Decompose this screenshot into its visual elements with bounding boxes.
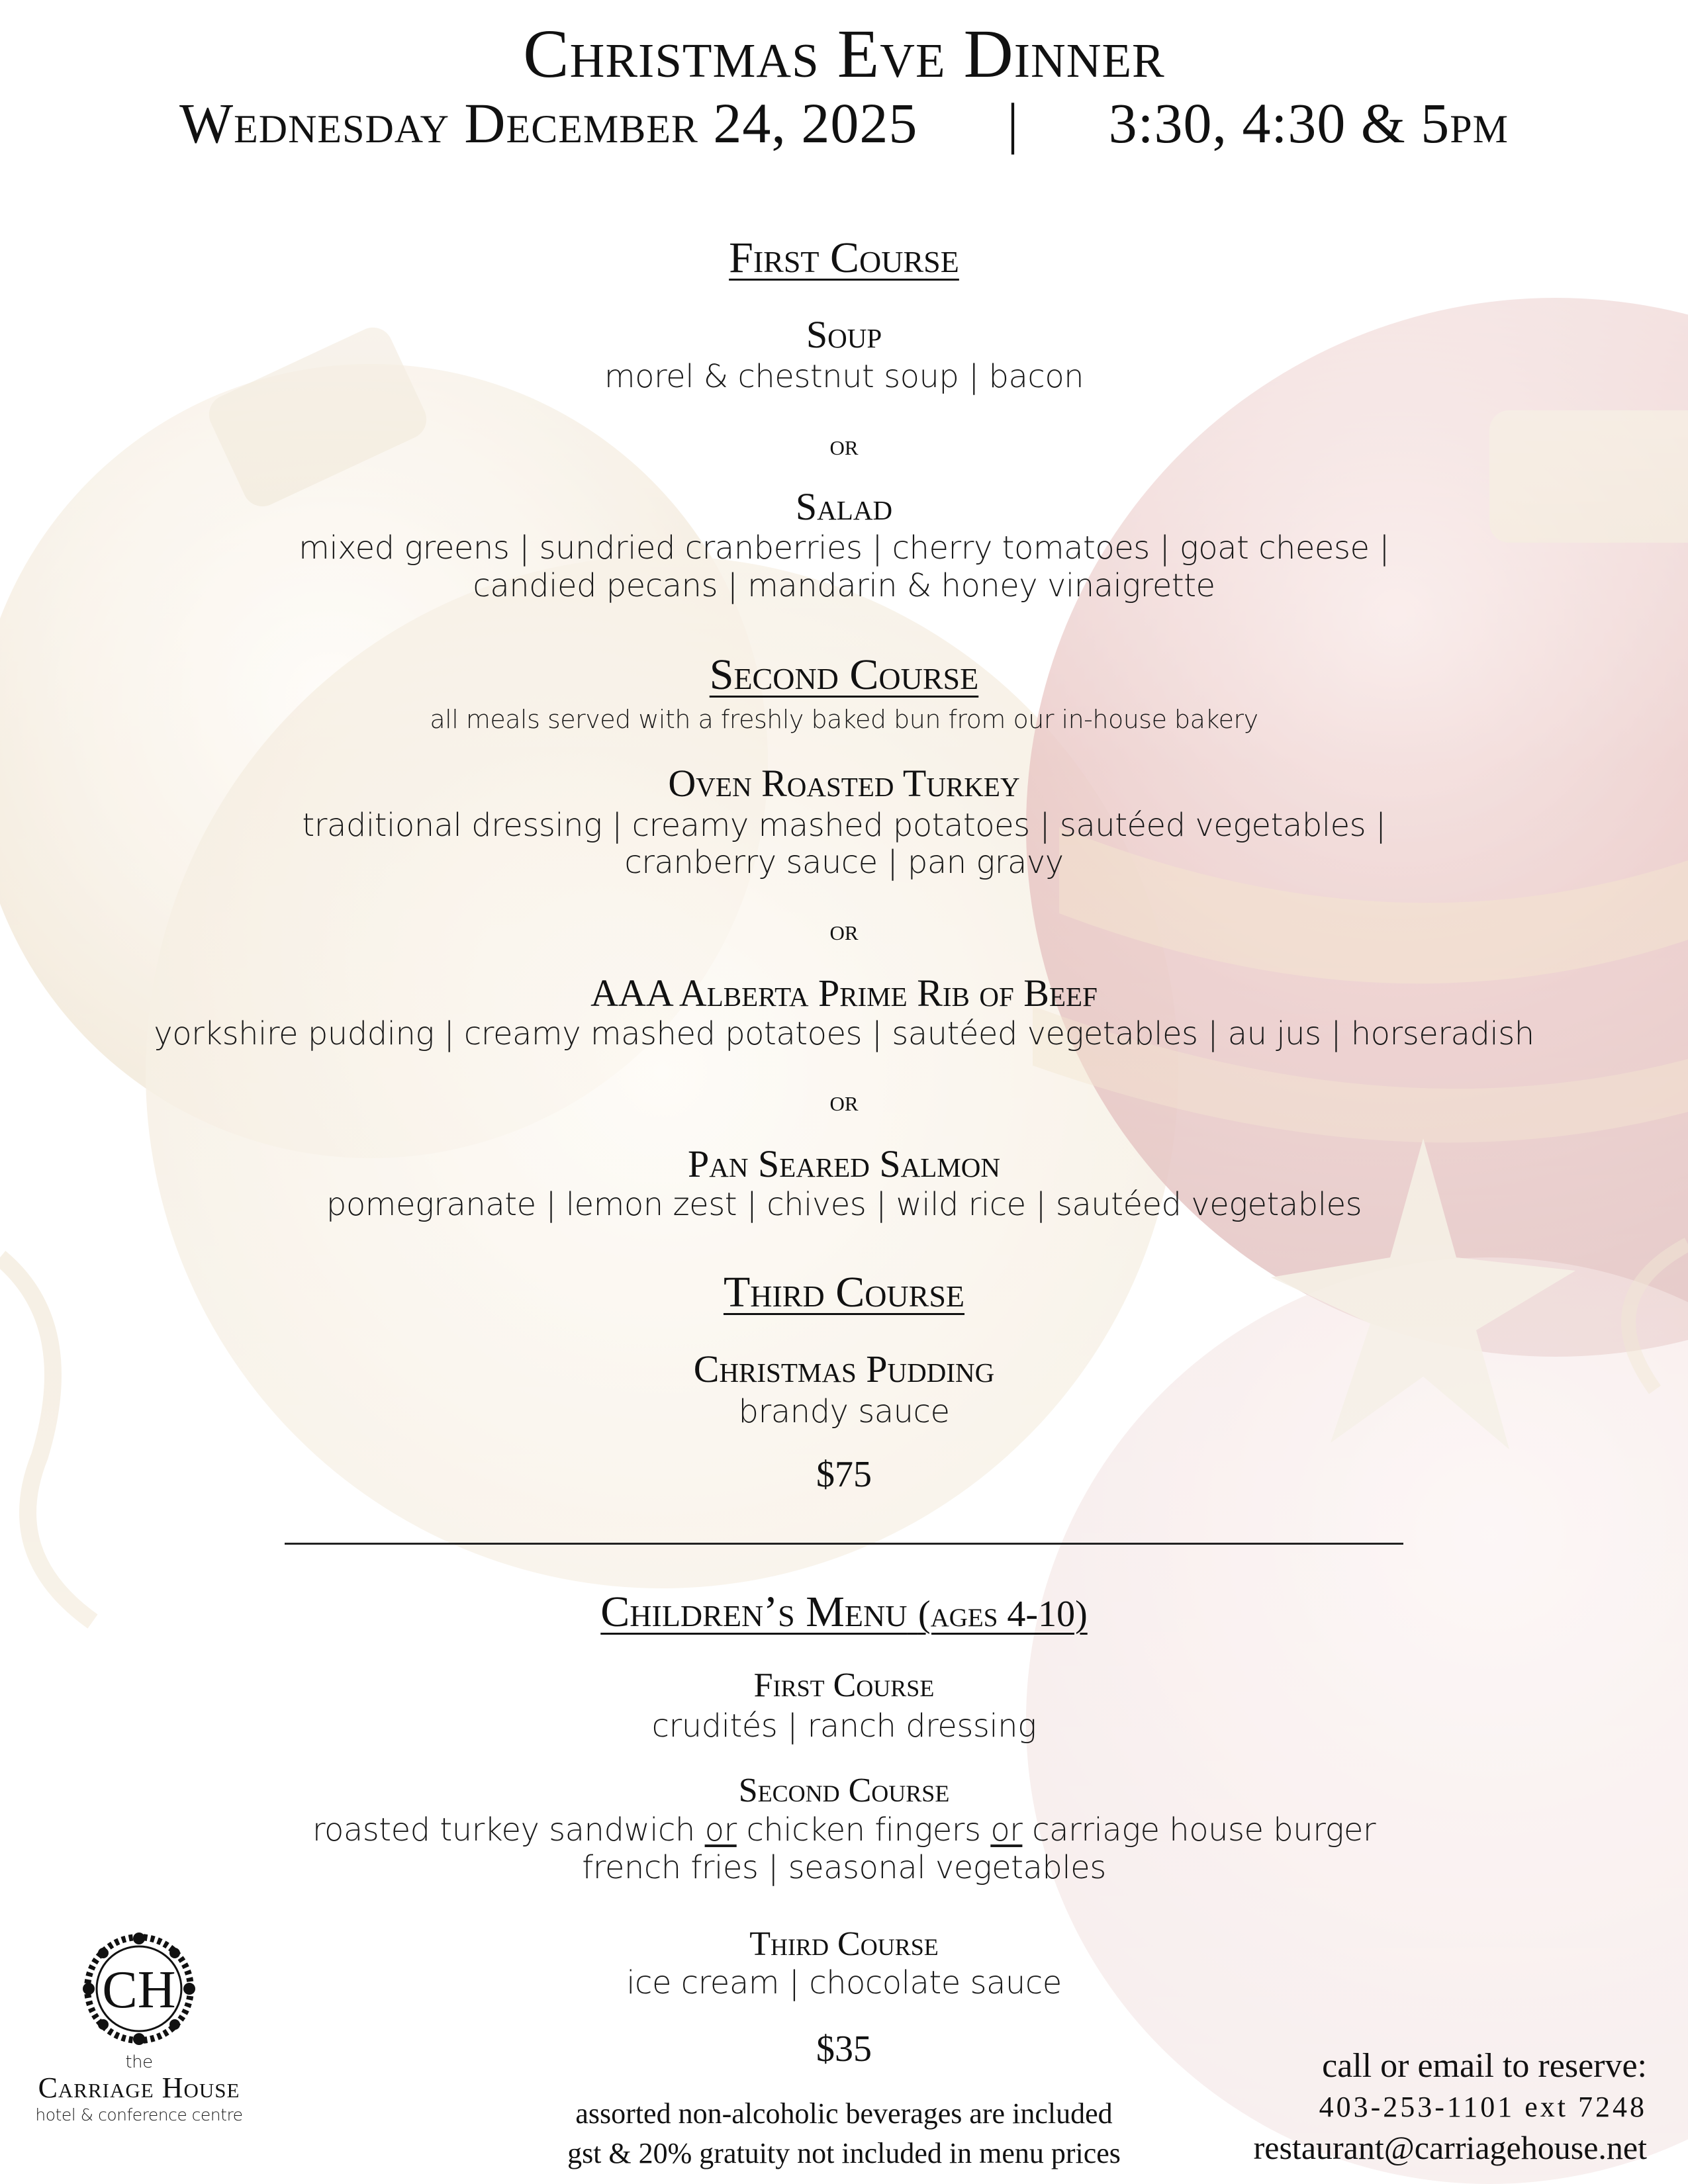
reserve-email[interactable]: restaurant@carriagehouse.net [1253, 2129, 1647, 2166]
date-time-line [0, 90, 1688, 156]
pudding-description: brandy sauce [738, 1393, 950, 1430]
second-course-heading: Second Course [709, 651, 979, 699]
logo-the: the [125, 2052, 153, 2072]
section-divider [285, 1543, 1403, 1545]
kids-item-turkey-sandwich: roasted turkey sandwich [312, 1811, 705, 1848]
kids-item-chicken-fingers: chicken fingers [736, 1811, 991, 1848]
soup-title: Soup [806, 313, 882, 356]
salad-description-line1: mixed greens | sundried cranberries | cherry tomatoes | goat cheese | [299, 529, 1389, 567]
beef-description: yorkshire pudding | creamy mashed potatoes | sautéed vegetables | au jus | horseradish [154, 1015, 1534, 1052]
or-separator: or [829, 1085, 859, 1117]
kids-third-course-description: ice cream | chocolate sauce [626, 1964, 1062, 2001]
gst-gratuity-note: gst & 20% gratuity not included in menu prices [567, 2137, 1121, 2169]
kids-second-course-description-line2: french fries | seasonal vegetables [582, 1849, 1106, 1886]
or-separator: or [829, 429, 859, 461]
salmon-description: pomegranate | lemon zest | chives | wild rice | sautéed vegetables [326, 1186, 1362, 1223]
pudding-title: Christmas Pudding [693, 1347, 995, 1390]
second-course-note: all meals served with a freshly baked bun from our in-house bakery [430, 705, 1258, 734]
reserve-label: call or email to reserve: [1322, 2047, 1647, 2085]
or-underlined: or [990, 1811, 1023, 1848]
kids-price: $35 [816, 2028, 872, 2070]
kids-third-course-title: Third Course [749, 1925, 939, 1963]
page-title: Christmas Eve Dinner [523, 16, 1165, 92]
kids-first-course-description: crudités | ranch dressing [651, 1707, 1037, 1745]
kids-second-course-title: Second Course [738, 1772, 950, 1809]
beverages-note: assorted non-alcoholic beverages are included [575, 2097, 1113, 2130]
floral-crest-icon [79, 1929, 199, 2048]
turkey-description-line2: cranberry sauce | pan gravy [624, 844, 1064, 881]
reserve-phone[interactable]: 403-253-1101 ext 7248 [1319, 2091, 1647, 2123]
or-separator: or [829, 914, 859, 946]
first-course-heading: First Course [729, 234, 959, 282]
logo-name: Carriage House [38, 2071, 240, 2104]
logo-monogram: CH [102, 1961, 176, 2019]
separator: | [1007, 91, 1019, 155]
kids-first-course-title: First Course [753, 1666, 935, 1704]
adult-price: $75 [816, 1454, 872, 1495]
soup-description: morel & chestnut soup | bacon [604, 358, 1084, 395]
logo-tagline: hotel & conference centre [35, 2105, 243, 2124]
beef-title: AAA Alberta Prime Rib of Beef [590, 972, 1098, 1015]
turkey-title: Oven Roasted Turkey [668, 762, 1020, 805]
childrens-menu-heading [0, 1587, 1688, 1637]
carriage-house-logo [26, 1929, 252, 2174]
salmon-title: Pan Seared Salmon [688, 1142, 1000, 1185]
childrens-menu-title: Children’s Menu [600, 1588, 908, 1636]
kids-item-burger: carriage house burger [1022, 1811, 1376, 1848]
salad-title: Salad [795, 485, 893, 528]
turkey-description-line1: traditional dressing | creamy mashed potatoes | sautéed vegetables | [302, 807, 1386, 844]
or-underlined: or [704, 1811, 737, 1848]
third-course-heading: Third Course [723, 1268, 965, 1316]
kids-second-course-description-line1 [0, 1811, 1688, 1848]
salad-description-line2: candied pecans | mandarin & honey vinaigrette [473, 567, 1215, 604]
childrens-menu-ages: (ages 4-10) [917, 1594, 1088, 1635]
event-times: 3:30, 4:30 & 5pm [1108, 91, 1509, 155]
event-date: Wednesday December 24, 2025 [179, 91, 918, 155]
